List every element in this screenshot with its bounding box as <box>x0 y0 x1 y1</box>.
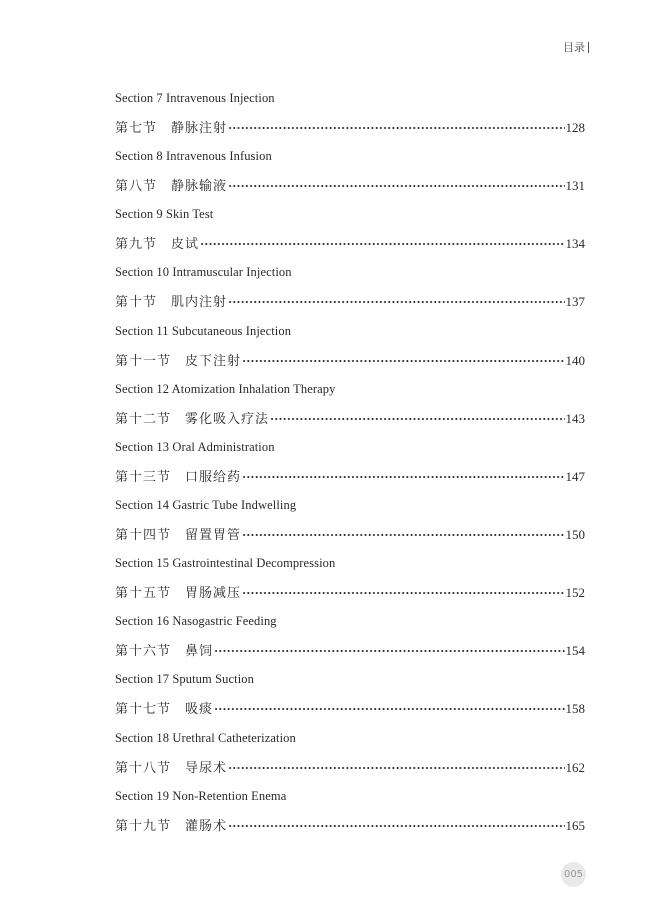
table-of-contents <box>115 88 585 844</box>
toc-entry <box>115 88 585 146</box>
toc-chinese-line[interactable] <box>115 582 585 601</box>
toc-entry <box>115 669 585 727</box>
toc-section-number: 第十一节 <box>115 353 172 369</box>
page-number-badge <box>561 862 586 887</box>
toc-entry <box>115 553 585 611</box>
toc-section-number: 第十六节 <box>115 644 172 660</box>
toc-section-number: 第七节 <box>115 121 158 136</box>
toc-entry <box>115 786 585 844</box>
toc-chinese-title: 皮试 <box>171 237 200 253</box>
toc-chinese-line[interactable] <box>115 175 585 194</box>
toc-page-number: 131 <box>565 178 585 194</box>
dot-leader <box>242 592 564 594</box>
toc-english-title: Section 12 Atomization Inhalation Therapy <box>115 381 336 396</box>
toc-english-title: Section 11 Subcutaneous Injection <box>115 323 292 338</box>
toc-chinese-line[interactable] <box>115 233 585 252</box>
dot-leader <box>228 127 564 129</box>
dot-leader <box>214 650 564 652</box>
toc-chinese-title: 留置胃管 <box>185 527 242 543</box>
toc-english-title: Section 19 Non-Retention Enema <box>115 788 287 803</box>
toc-chinese-title: 胃肠减压 <box>185 586 242 602</box>
dot-leader <box>228 301 564 303</box>
dot-leader <box>228 185 564 187</box>
toc-page-number: 154 <box>565 643 585 659</box>
toc-page-number: 128 <box>565 120 585 135</box>
toc-chinese-line[interactable] <box>115 350 585 369</box>
toc-entry <box>115 495 585 553</box>
dot-leader <box>270 418 564 420</box>
toc-chinese-line[interactable] <box>115 524 585 543</box>
running-header <box>563 39 589 55</box>
toc-chinese-line[interactable] <box>115 408 585 427</box>
toc-english-title: Section 18 Urethral Catheterization <box>115 730 296 745</box>
toc-page-number: 134 <box>565 236 585 252</box>
toc-chinese-title: 雾化吸入疗法 <box>185 411 270 427</box>
toc-page-number: 165 <box>565 817 585 833</box>
toc-chinese-title: 吸痰 <box>185 702 214 718</box>
toc-chinese-line[interactable] <box>115 640 585 659</box>
header-label: 目录 <box>563 41 585 54</box>
toc-chinese-line[interactable] <box>115 291 585 310</box>
toc-page-number: 143 <box>565 410 585 426</box>
dot-leader <box>242 360 564 362</box>
toc-page-number: 162 <box>565 759 585 775</box>
toc-english-title: Section 7 Intravenous Injection <box>115 91 275 105</box>
toc-section-number: 第十节 <box>115 295 158 311</box>
toc-chinese-title: 鼻饲 <box>185 644 214 660</box>
dot-leader <box>242 476 564 478</box>
toc-chinese-line[interactable] <box>115 698 585 717</box>
toc-entry <box>115 204 585 262</box>
toc-page-number: 158 <box>565 701 585 717</box>
toc-chinese-title: 皮下注射 <box>185 353 242 369</box>
toc-entry <box>115 611 585 669</box>
toc-chinese-title: 静脉输液 <box>171 179 228 195</box>
toc-entry <box>115 437 585 495</box>
toc-chinese-title: 导尿术 <box>185 760 228 776</box>
toc-entry <box>115 728 585 786</box>
toc-section-number: 第十五节 <box>115 586 172 602</box>
toc-english-title: Section 9 Skin Test <box>115 207 214 222</box>
toc-page-number: 147 <box>565 468 585 484</box>
toc-chinese-title: 口服给药 <box>185 469 242 485</box>
toc-section-number: 第十七节 <box>115 702 172 718</box>
toc-english-title: Section 17 Sputum Suction <box>115 672 254 687</box>
page-number: 005 <box>563 869 584 880</box>
toc-chinese-line[interactable] <box>115 815 585 834</box>
toc-chinese-line[interactable] <box>115 757 585 776</box>
toc-english-title: Section 16 Nasogastric Feeding <box>115 614 277 629</box>
toc-section-number: 第八节 <box>115 179 158 195</box>
toc-section-number: 第十二节 <box>115 411 172 427</box>
toc-entry <box>115 146 585 204</box>
toc-english-title: Section 10 Intramuscular Injection <box>115 265 292 280</box>
toc-english-title: Section 13 Oral Administration <box>115 439 275 454</box>
toc-section-number: 第十三节 <box>115 469 172 485</box>
toc-english-title: Section 8 Intravenous Infusion <box>115 149 272 164</box>
toc-chinese-title: 肌内注射 <box>171 295 228 311</box>
toc-chinese-title: 静脉注射 <box>171 121 228 136</box>
toc-section-number: 第十八节 <box>115 760 172 776</box>
dot-leader <box>228 767 564 769</box>
dot-leader <box>228 825 564 827</box>
toc-page-number: 140 <box>565 352 585 368</box>
toc-english-title: Section 15 Gastrointestinal Decompression <box>115 556 336 571</box>
dot-leader <box>242 534 564 536</box>
toc-section-number: 第十四节 <box>115 527 172 543</box>
toc-chinese-line[interactable] <box>115 466 585 485</box>
toc-entry <box>115 321 585 379</box>
toc-english-title: Section 14 Gastric Tube Indwelling <box>115 497 297 512</box>
toc-chinese-line[interactable] <box>115 117 585 136</box>
toc-entry <box>115 379 585 437</box>
toc-section-number: 第九节 <box>115 237 158 253</box>
toc-chinese-title: 灌肠术 <box>185 818 228 834</box>
toc-page-number: 137 <box>565 294 585 310</box>
toc-section-number: 第十九节 <box>115 818 172 834</box>
dot-leader <box>200 243 564 245</box>
dot-leader <box>214 708 564 710</box>
toc-entry <box>115 262 585 320</box>
toc-page-number: 150 <box>565 526 585 542</box>
header-divider <box>588 42 589 53</box>
toc-page-number: 152 <box>565 585 585 601</box>
